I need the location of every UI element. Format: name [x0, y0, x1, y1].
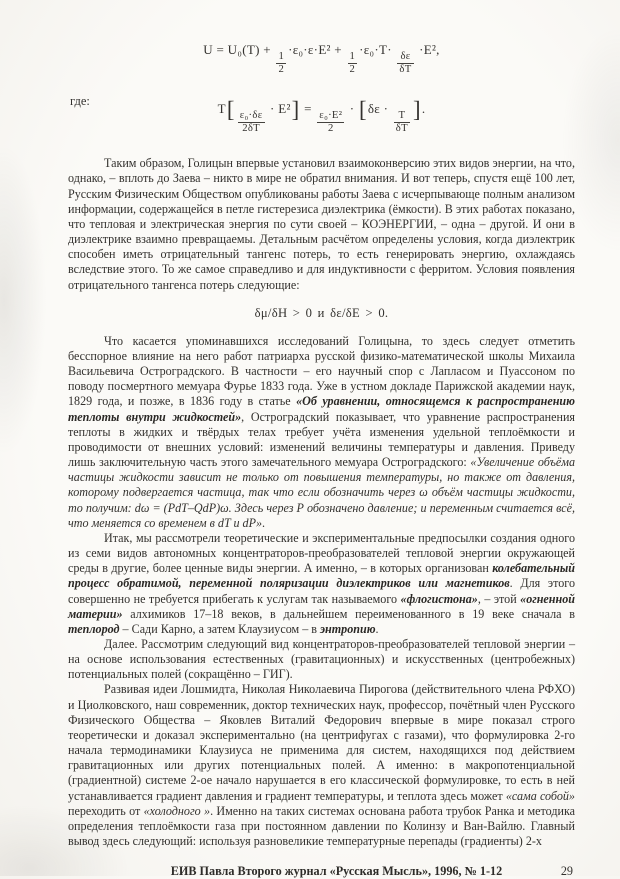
footer-journal-line: ЕИВ Павла Второго журнал «Русская Мысль», 1996, № 1-12 [170, 864, 503, 879]
text-run: «флогистона» [400, 591, 478, 606]
formula-text: δε · [367, 101, 392, 117]
formula-text: ·ε₀·T· [359, 42, 396, 57]
page-footer [68, 864, 575, 879]
text-run: , – этой [477, 591, 521, 606]
bracket: [ [358, 97, 367, 123]
text-run: Итак, мы рассмотрели теоретические и экспериментальные предпосылки создания одного из семи видов автономных концентраторов-преобразователей тепловой энергии окружающей среды в другие, более ценные виды энергии. А именно, – в которых организован [68, 530, 575, 576]
text-run: алхимиков 17–18 веков, в дальнейшем переименованного в 19 веке сначала в [122, 606, 575, 621]
text-run: переходить от [68, 803, 144, 818]
text-run: Что касается упоминавшихся исследований Голицына, то здесь следует отметить бесспорное влияние на него работ патриарха русской физико-математической школы Михаила Васильевича Остроградского. В частности – его научный спор с Лапласом и Пуассоном по поводу посмертного мемуара Фурье 1833 года. Уже в устном докладе Парижской академии наук, 1829 года, и позже, в 1836 году в статье [68, 333, 575, 409]
text-run: . [262, 515, 266, 530]
formula-text: U = U₀(T) + [203, 42, 275, 57]
fraction: $\frac{\text{ε₀·δε}}{2\delta T}$ [239, 110, 263, 135]
fraction: $\frac{1}{2}$ [278, 50, 285, 76]
text-run: δμ/δH > 0 и δε/δE > 0. [254, 305, 389, 320]
text-run: – Сади Карно, а затем Клаузиусом – в [119, 621, 321, 636]
formula-text: . [421, 101, 426, 117]
fraction: $\frac{1}{2}$ [349, 50, 356, 76]
fraction: $\frac{T}{\delta T}$ [395, 110, 408, 135]
text-run: «холодного » [143, 803, 211, 818]
paragraph-yakovlev [68, 682, 575, 849]
bracket: ] [291, 97, 300, 123]
formula-coenergy-identity [68, 97, 575, 135]
formula-text: · E² [266, 101, 291, 117]
where-row [68, 92, 575, 136]
paragraph-golitsyn-zaev [68, 156, 575, 292]
body-text [68, 156, 575, 849]
text-run: колебательный процесс обратимой, переменной поляризации диэлектриков или магнетиков [68, 561, 575, 591]
text-run: «Об уравнении, относящемся к распространению теплоты внутри жидкостей» [68, 394, 575, 424]
formula-text: T [217, 101, 226, 117]
fraction: $\frac{\delta\varepsilon}{\delta T}$ [399, 50, 412, 76]
bracket: ] [412, 97, 421, 123]
loss-tangent-condition [68, 306, 575, 321]
text-run: . [375, 621, 379, 636]
paragraph-concentrators [68, 531, 575, 637]
text-run: , Остроградский показывает, что уравнение распространения теплоты в жидких и твёрдых телах требует учёта изменения удельной теплоёмкости и проводимости от внешних условий: изменений величины температуры и давления. Приведу лишь заключительную часть этого замечательного мемуара Остроградского: [68, 409, 575, 470]
text-run: «огненной материи» [68, 591, 575, 621]
bracket: [ [226, 97, 235, 123]
text-run: . Именно на таких системах основана работа трубок Ранка и методика определения теплоёмкости газа при постоянном давлении по Колинзу и Ван-Вайлю. Главный вывод здесь следующий: используя разновеликие температурные перепады (градиенты) 2-х [68, 803, 576, 849]
formula-text: ·E², [415, 42, 440, 57]
formula-text: · [346, 101, 358, 117]
formula-text: = [300, 101, 316, 117]
text-run: Таким образом, Голицын впервые установил взаимоконверсию этих видов энергии, на что, однако, – вплоть до Заева – никто в мире не обратил внимания. И вот теперь, спустя ещё 100 лет, Русским Физическим Обществом опубликованы работы Заева с исчерпывающе полным анализом информации, содержащейся в петле гистерезиса диэлектрика (ёмкости). В этих работах показано, что тепловая и электрическая энергия по сути своей – КОЭНЕРГИИ, – одна – другой. И они в диэлектрике взаимно превращаемы. Детальным расчётом определены условия, когда диэлектрик способен иметь отрицательный тангенс потерь, то есть генерировать энергию, охлаждаясь вследствие этого. То же самое справедливо и для индуктивности с ферритом. Условия появления отрицательного тангенса потерь следующие: [68, 156, 575, 292]
formula-internal-energy [68, 42, 575, 76]
text-run: Далее. Рассмотрим следующий вид концентраторов-преобразователей тепловой энергии – на основе использования естественных (гравитационных) и искусственных (центробежных) потенциальных полей (сокращённо – ГИГ). [68, 636, 575, 682]
text-run: «сама собой» [505, 788, 575, 803]
text-run: энтропию [320, 621, 376, 636]
where-label: где: [70, 94, 90, 109]
paragraph-gig-fields [68, 637, 575, 682]
text-run: Развивая идеи Лошмидта, Николая Николаевича Пирогова (действительного члена РФХО) и Циолковского, наш современник, доктор технических наук, профессор, почётный член Русского Физического Общества – Яковлев Виталий Федорович впервые в мире показал строго теоретически и доказал экспериментально (на центрифугах с газами), что формулировка 2-го начала термодинамики Клаузиуса не применима для систем, находящихся под действием гравитационных или других потенциальных полей. А именно: в макропотенциальной (градиентной) системе 2-ое начало нарушается в его классической формулировке, то есть в ней устанавливается градиент давления и градиент температуры, и теплота здесь может [68, 682, 575, 803]
formula-text: ·ε₀·ε·E² + [288, 42, 346, 57]
page-number: 29 [560, 864, 573, 879]
text-run: . Для этого совершенно не требуется прибегать к услугам так называемого [68, 576, 575, 606]
paragraph-ostrogradsky [68, 334, 575, 531]
text-run: «Увеличение объёма частицы жидкости зависит не только от повышения температуры, но также от давления, которому подвергается частица, так что если обозначить через ω объём частицы жидкости, то получим: dω = (PdT–QdP)ω. Здесь через Р обозначено давление; и переменным считается всё, что меняется со временем в dT и dP» [68, 455, 575, 530]
fraction: $\frac{\text{ε₀·E²}}{2}$ [319, 110, 343, 135]
text-run: теплород [68, 621, 120, 636]
